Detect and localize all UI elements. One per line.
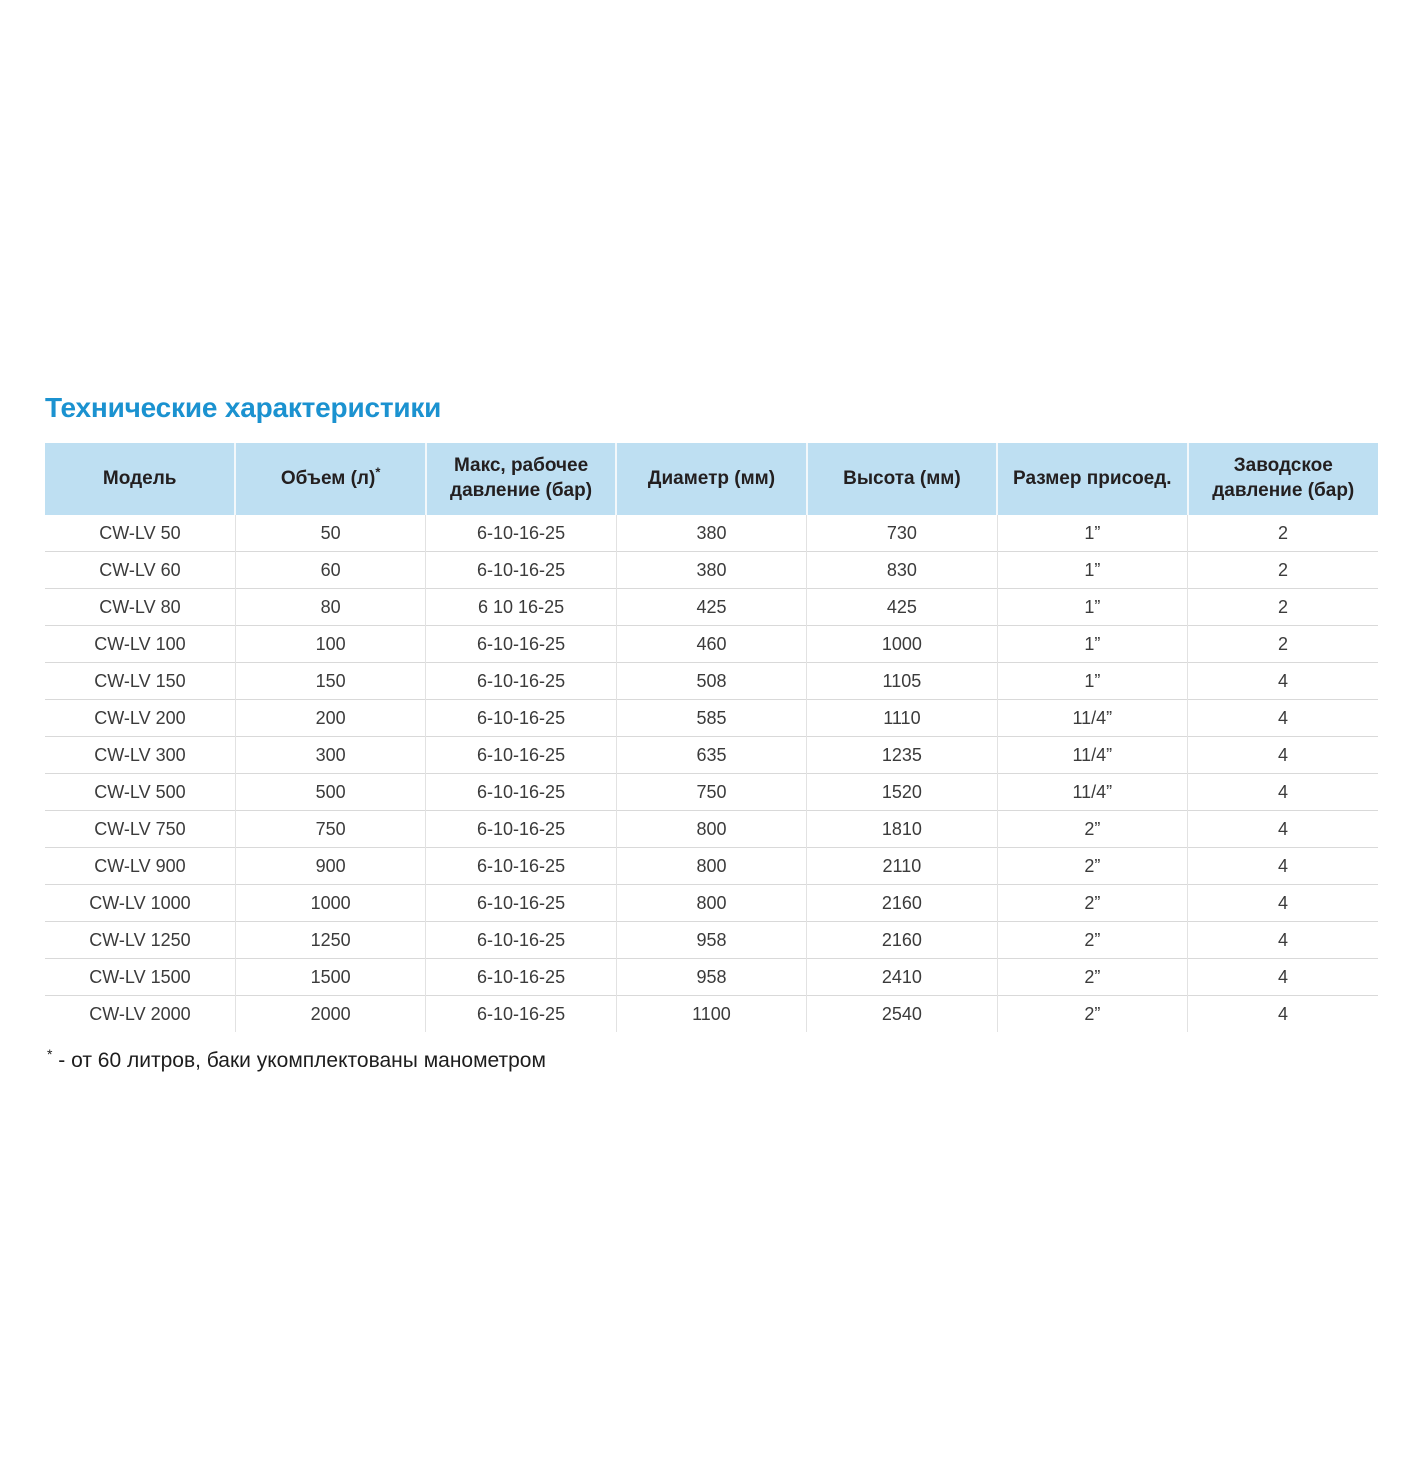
col-header-label: Модель: [102, 467, 177, 489]
table-row: [45, 848, 1378, 885]
cell-connection-size: 2”: [997, 848, 1187, 885]
cell-connection-size: 11/4”: [997, 737, 1187, 774]
cell-height: 1810: [807, 811, 997, 848]
cell-volume: 60: [235, 552, 425, 589]
cell-diameter: 425: [616, 589, 806, 626]
cell-diameter: 1100: [616, 996, 806, 1033]
cell-max-pressure: 6-10-16-25: [426, 811, 616, 848]
cell-diameter: 635: [616, 737, 806, 774]
table-row: [45, 922, 1378, 959]
cell-volume: 200: [235, 700, 425, 737]
cell-max-pressure: 6-10-16-25: [426, 774, 616, 811]
cell-height: 1235: [807, 737, 997, 774]
cell-diameter: 750: [616, 774, 806, 811]
cell-factory-pressure: 4: [1188, 848, 1378, 885]
cell-model: CW-LV 80: [45, 589, 235, 626]
cell-factory-pressure: 4: [1188, 959, 1378, 996]
cell-factory-pressure: 4: [1188, 885, 1378, 922]
cell-factory-pressure: 2: [1188, 515, 1378, 552]
cell-connection-size: 2”: [997, 996, 1187, 1033]
col-header-label: Диаметр (мм): [647, 467, 776, 489]
col-header-connection-size: [997, 443, 1187, 515]
cell-height: 830: [807, 552, 997, 589]
col-header-diameter: [616, 443, 806, 515]
cell-connection-size: 1”: [997, 552, 1187, 589]
col-header-label: Заводское давление (бар): [1212, 455, 1355, 501]
spec-table: [45, 443, 1378, 1032]
cell-height: 1110: [807, 700, 997, 737]
cell-diameter: 958: [616, 959, 806, 996]
cell-max-pressure: 6-10-16-25: [426, 663, 616, 700]
cell-volume: 1500: [235, 959, 425, 996]
cell-height: 2540: [807, 996, 997, 1033]
col-header-height: [807, 443, 997, 515]
table-row: [45, 663, 1378, 700]
cell-model: CW-LV 1250: [45, 922, 235, 959]
col-header-model: [45, 443, 235, 515]
cell-connection-size: 1”: [997, 589, 1187, 626]
cell-model: CW-LV 500: [45, 774, 235, 811]
cell-factory-pressure: 4: [1188, 922, 1378, 959]
cell-model: CW-LV 300: [45, 737, 235, 774]
cell-max-pressure: 6-10-16-25: [426, 515, 616, 552]
cell-diameter: 380: [616, 552, 806, 589]
table-row: [45, 959, 1378, 996]
cell-model: CW-LV 900: [45, 848, 235, 885]
cell-model: CW-LV 1500: [45, 959, 235, 996]
cell-factory-pressure: 2: [1188, 626, 1378, 663]
cell-diameter: 380: [616, 515, 806, 552]
spec-section: [45, 392, 1378, 1073]
table-row: [45, 737, 1378, 774]
cell-max-pressure: 6 10 16-25: [426, 589, 616, 626]
cell-volume: 150: [235, 663, 425, 700]
spec-table-body: [45, 515, 1378, 1032]
cell-max-pressure: 6-10-16-25: [426, 959, 616, 996]
footnote: [47, 1046, 1378, 1073]
cell-connection-size: 2”: [997, 959, 1187, 996]
cell-connection-size: 2”: [997, 885, 1187, 922]
cell-connection-size: 2”: [997, 922, 1187, 959]
section-title: Технические характеристики: [45, 392, 442, 423]
col-header-label: Высота (мм): [843, 467, 961, 489]
cell-volume: 300: [235, 737, 425, 774]
cell-height: 425: [807, 589, 997, 626]
cell-volume: 900: [235, 848, 425, 885]
cell-diameter: 958: [616, 922, 806, 959]
cell-max-pressure: 6-10-16-25: [426, 885, 616, 922]
cell-diameter: 508: [616, 663, 806, 700]
table-row: [45, 996, 1378, 1033]
cell-max-pressure: 6-10-16-25: [426, 848, 616, 885]
cell-factory-pressure: 4: [1188, 700, 1378, 737]
table-row: [45, 626, 1378, 663]
footnote-text: - от 60 литров, баки укомплектованы манометром: [52, 1049, 546, 1072]
cell-model: CW-LV 50: [99, 522, 181, 543]
cell-diameter: 800: [616, 811, 806, 848]
cell-model: CW-LV 750: [45, 811, 235, 848]
col-header-label: Размер присоед.: [1013, 467, 1172, 489]
cell-model: CW-LV 100: [45, 626, 235, 663]
cell-factory-pressure: 4: [1188, 774, 1378, 811]
cell-connection-size: 1”: [997, 515, 1187, 552]
spec-table-head: [45, 443, 1378, 515]
cell-max-pressure: 6-10-16-25: [426, 922, 616, 959]
cell-factory-pressure: 4: [1188, 663, 1378, 700]
cell-model: CW-LV 2000: [45, 996, 235, 1033]
cell-volume: 100: [235, 626, 425, 663]
cell-height: 1000: [807, 626, 997, 663]
cell-max-pressure: 6-10-16-25: [426, 700, 616, 737]
cell-volume: 750: [235, 811, 425, 848]
cell-factory-pressure: 2: [1188, 589, 1378, 626]
cell-connection-size: 11/4”: [997, 774, 1187, 811]
cell-connection-size: 1”: [997, 663, 1187, 700]
cell-volume: 1250: [235, 922, 425, 959]
table-row: [45, 774, 1378, 811]
cell-diameter: 800: [616, 848, 806, 885]
cell-volume: 1000: [235, 885, 425, 922]
cell-factory-pressure: 4: [1188, 737, 1378, 774]
table-row: [45, 885, 1378, 922]
cell-max-pressure: 6-10-16-25: [426, 552, 616, 589]
cell-factory-pressure: 4: [1188, 811, 1378, 848]
cell-max-pressure: 6-10-16-25: [426, 737, 616, 774]
footnote-asterisk: *: [47, 1046, 53, 1062]
cell-max-pressure: 6-10-16-25: [426, 626, 616, 663]
col-header-volume: [235, 443, 425, 515]
cell-connection-size: 2”: [997, 811, 1187, 848]
cell-diameter: 800: [616, 885, 806, 922]
cell-factory-pressure: 2: [1188, 552, 1378, 589]
cell-factory-pressure: 4: [1188, 996, 1378, 1033]
table-row: [45, 515, 1378, 552]
cell-height: 2110: [807, 848, 997, 885]
cell-volume: 2000: [235, 996, 425, 1033]
cell-height: 1520: [807, 774, 997, 811]
cell-height: 730: [807, 515, 997, 552]
cell-height: 1105: [807, 663, 997, 700]
cell-volume: 500: [235, 774, 425, 811]
cell-height: 2410: [807, 959, 997, 996]
table-row: [45, 589, 1378, 626]
cell-volume: 50: [235, 515, 425, 552]
table-row: [45, 552, 1378, 589]
header-row: [45, 443, 1378, 515]
col-header-label: Макс, рабочее давление (бар): [450, 455, 593, 501]
volume-asterisk: *: [375, 464, 381, 480]
cell-model: CW-LV 60: [45, 552, 235, 589]
cell-model: CW-LV 150: [45, 663, 235, 700]
cell-diameter: 585: [616, 700, 806, 737]
cell-volume: 80: [235, 589, 425, 626]
col-header-factory-pressure: [1188, 443, 1378, 515]
cell-model: CW-LV 200: [45, 700, 235, 737]
col-header-label: Объем (л): [280, 467, 376, 489]
cell-height: 2160: [807, 885, 997, 922]
col-header-max-pressure: [426, 443, 616, 515]
table-row: [45, 811, 1378, 848]
cell-connection-size: 11/4”: [997, 700, 1187, 737]
cell-height: 2160: [807, 922, 997, 959]
cell-model: CW-LV 1000: [45, 885, 235, 922]
table-row: [45, 700, 1378, 737]
cell-diameter: 460: [616, 626, 806, 663]
cell-connection-size: 1”: [997, 626, 1187, 663]
cell-max-pressure: 6-10-16-25: [426, 996, 616, 1033]
